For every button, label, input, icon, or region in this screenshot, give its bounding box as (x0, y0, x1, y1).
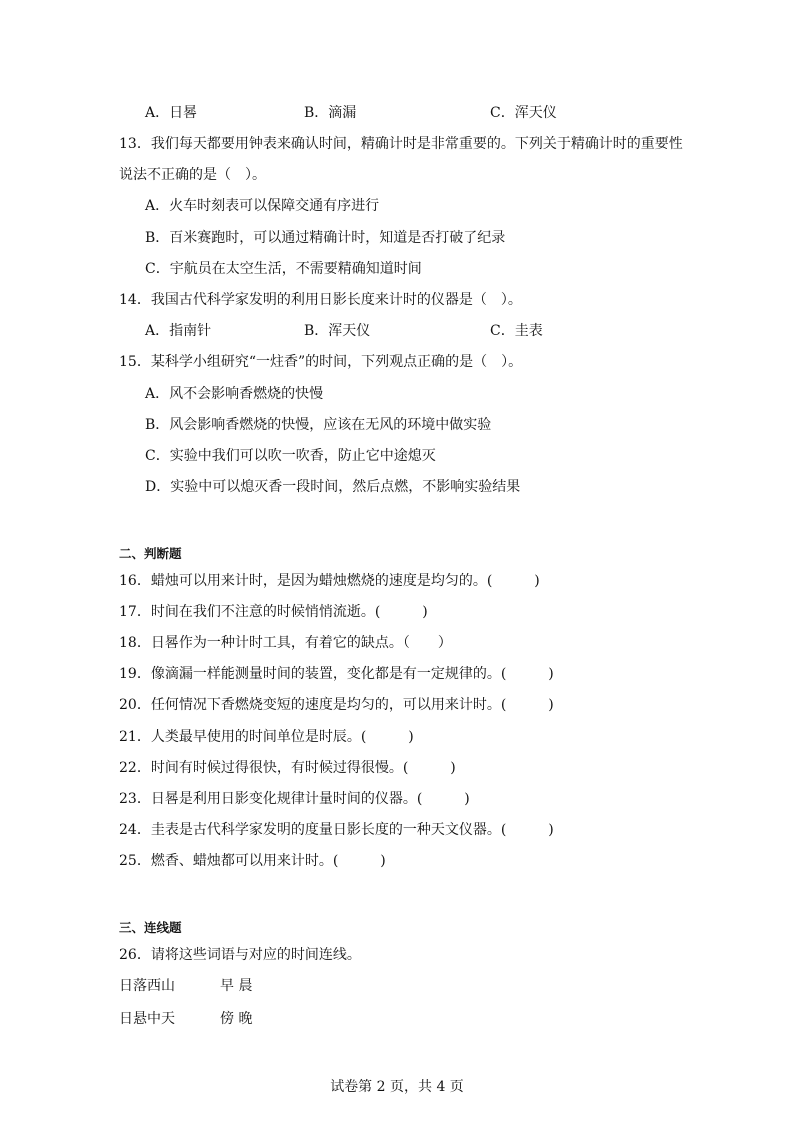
section3-title: 三、连线题 (119, 920, 182, 935)
section2-title: 二、判断题 (119, 546, 182, 561)
q26-text: 26．请将这些词语与对应的时间连线。 (119, 947, 361, 963)
q15-option-a: A．风不会影响香燃烧的快慢 (145, 386, 324, 402)
q16: 16．蜡烛可以用来计时，是因为蜡烛燃烧的速度是均匀的。( ) (119, 573, 540, 589)
q13-text-line2: 说法不正确的是（ ）。 (119, 167, 266, 183)
page-footer: 试卷第 2 页，共 4 页 (330, 1079, 464, 1095)
q25: 25．燃香、蜡烛都可以用来计时。( ) (119, 853, 386, 869)
q15-text: 15．某科学小组研究“一炷香”的时间，下列观点正确的是（ ）。 (119, 354, 523, 370)
q15-option-d: D．实验中可以熄灭香一段时间，然后点燃，不影响实验结果 (145, 479, 521, 495)
q22: 22．时间有时候过得很快，有时候过得很慢。( ) (119, 760, 456, 776)
q14-option-b: B．浑天仪 (304, 323, 371, 339)
q13-text-line1: 13．我们每天都要用钟表来确认时间，精确计时是非常重要的。下列关于精确计时的重要性 (119, 136, 683, 152)
q14-option-a: A．指南针 (145, 323, 212, 339)
q13-option-a: A．火车时刻表可以保障交通有序进行 (145, 198, 380, 214)
q17: 17．时间在我们不注意的时候悄悄流逝。( ) (119, 604, 428, 620)
q12-option-a: A．日晷 (145, 105, 198, 121)
q23: 23．日晷是利用日影变化规律计量时间的仪器。( ) (119, 791, 470, 807)
q13-option-c: C．宇航员在太空生活，不需要精确知道时间 (145, 261, 422, 277)
q12-option-b: B．滴漏 (304, 105, 357, 121)
q18: 18．日晷作为一种计时工具，有着它的缺点。（ ） (119, 635, 452, 651)
q14-option-c: C．圭表 (490, 323, 543, 339)
q15-option-b: B．风会影响香燃烧的快慢，应该在无风的环境中做实验 (145, 417, 492, 433)
q20: 20．任何情况下香燃烧变短的速度是均匀的，可以用来计时。( ) (119, 697, 554, 713)
q12-option-c: C．浑天仪 (490, 105, 557, 121)
q21: 21．人类最早使用的时间单位是时辰。( ) (119, 729, 414, 745)
match-right-item: 傍 晚 (220, 1011, 253, 1027)
match-left-item: 日落西山 (119, 978, 175, 994)
q13-option-b: B．百米赛跑时，可以通过精确计时，知道是否打破了纪录 (145, 230, 506, 246)
q24: 24．圭表是古代科学家发明的度量日影长度的一种天文仪器。( ) (119, 822, 554, 838)
match-right-item: 早 晨 (220, 978, 253, 994)
q14-text: 14．我国古代科学家发明的利用日影长度来计时的仪器是（ ）。 (119, 292, 522, 308)
q19: 19．像滴漏一样能测量时间的装置，变化都是有一定规律的。( ) (119, 666, 554, 682)
match-left-item: 日悬中天 (119, 1011, 175, 1027)
q15-option-c: C．实验中我们可以吹一吹香，防止它中途熄灭 (145, 448, 436, 464)
